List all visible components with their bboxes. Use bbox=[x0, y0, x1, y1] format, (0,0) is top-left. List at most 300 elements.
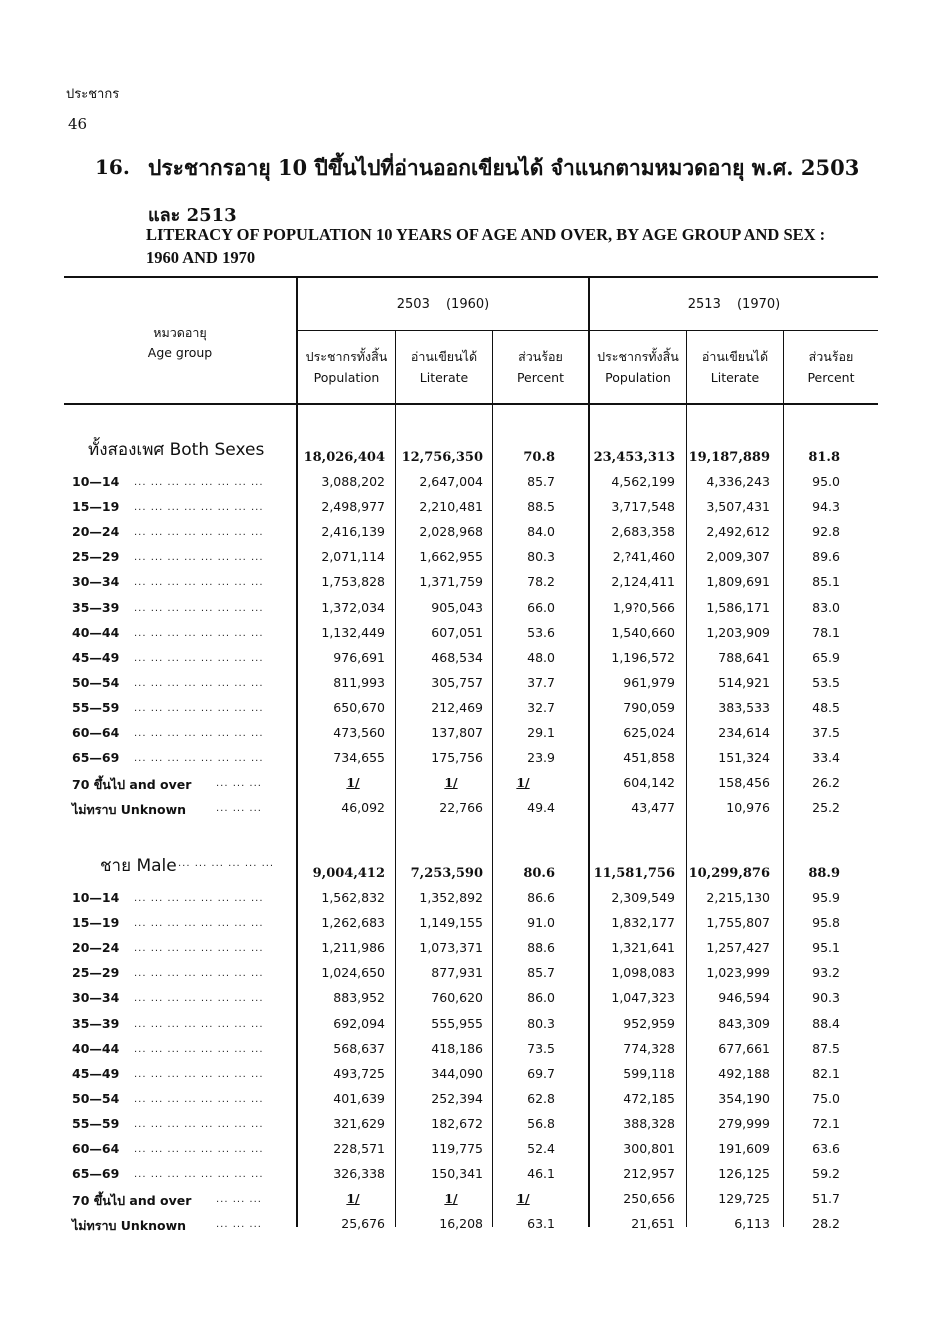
data-cell: 33.4 bbox=[812, 750, 840, 766]
age-group-label: 20—24 bbox=[72, 940, 120, 956]
data-cell: 59.2 bbox=[812, 1166, 840, 1182]
data-cell: 2,683,358 bbox=[611, 524, 675, 540]
data-cell: 1,047,323 bbox=[611, 990, 675, 1006]
leader-dots: ... ... ... ... ... ... ... ... bbox=[134, 1169, 264, 1181]
age-group-label: 35—39 bbox=[72, 599, 120, 615]
data-cell: 56.8 bbox=[527, 1115, 555, 1131]
table-top-rule bbox=[64, 276, 878, 278]
leader-dots: ... ... ... ... ... ... ... ... bbox=[134, 753, 264, 765]
leader-dots: ... ... ... ... ... ... ... ... bbox=[134, 477, 264, 488]
data-cell: 2,215,130 bbox=[706, 890, 770, 905]
age-group-label: ไม่ทราบ Unknown bbox=[72, 802, 187, 818]
table-row bbox=[0, 1066, 943, 1091]
data-cell: 1,211,986 bbox=[321, 940, 385, 956]
data-cell: 37.7 bbox=[527, 674, 555, 690]
data-cell: 84.0 bbox=[527, 524, 555, 540]
data-cell: 49.4 bbox=[527, 800, 555, 816]
data-cell: 212,957 bbox=[623, 1166, 675, 1182]
table-row bbox=[0, 1216, 943, 1241]
table-row bbox=[0, 1191, 943, 1216]
population-1970-header bbox=[590, 346, 686, 388]
data-cell: 252,394 bbox=[431, 1090, 483, 1106]
age-group-label: 45—49 bbox=[72, 1065, 120, 1081]
data-cell: 321,629 bbox=[333, 1115, 385, 1131]
data-cell: 91.0 bbox=[527, 915, 555, 931]
leader-dots: ... ... ... ... ... ... ... ... bbox=[134, 577, 264, 589]
table-row bbox=[0, 1116, 943, 1141]
age-group-label: 65—69 bbox=[72, 1166, 120, 1182]
data-cell: 3,717,548 bbox=[611, 499, 675, 515]
data-cell: 85.7 bbox=[527, 474, 555, 489]
age-group-label: 10—14 bbox=[72, 890, 120, 905]
data-cell: 2,124,411 bbox=[611, 574, 675, 590]
table-row bbox=[0, 650, 943, 675]
data-cell: 90.3 bbox=[812, 990, 840, 1006]
data-cell: 1,149,155 bbox=[419, 915, 483, 931]
data-cell: 1,023,999 bbox=[706, 965, 770, 981]
data-cell: 25.2 bbox=[812, 800, 840, 816]
leader-dots: ... ... ... ... ... ... ... ... bbox=[134, 652, 264, 664]
data-cell: 734,655 bbox=[333, 750, 385, 766]
data-cell: 3,507,431 bbox=[706, 499, 770, 515]
age-group-label: 45—49 bbox=[72, 649, 120, 665]
data-cell: 1,073,371 bbox=[419, 940, 483, 956]
data-cell: 182,672 bbox=[431, 1115, 483, 1131]
data-cell: 191,609 bbox=[718, 1141, 770, 1156]
literate-1970-header bbox=[687, 346, 783, 388]
leader-dots: ... ... ... ... ... ... ... ... bbox=[134, 918, 264, 930]
data-cell: 23.9 bbox=[527, 750, 555, 766]
data-cell: 29.1 bbox=[527, 725, 555, 740]
data-cell: 25,676 bbox=[341, 1216, 385, 1232]
table-row bbox=[0, 915, 943, 940]
footnote-marker: 1/ bbox=[444, 1191, 458, 1207]
table-row bbox=[0, 940, 943, 965]
leader-dots: ... ... ... ... ... ... ... ... bbox=[134, 1144, 264, 1155]
section-total-cell: 19,187,889 bbox=[688, 450, 770, 465]
data-cell: 75.0 bbox=[812, 1090, 840, 1106]
data-cell: 2,492,612 bbox=[706, 524, 770, 540]
section-total-cell: 12,756,350 bbox=[401, 450, 483, 465]
age-group-label: 65—69 bbox=[72, 750, 120, 766]
data-cell: 175,756 bbox=[431, 750, 483, 766]
subheader-rule-1970 bbox=[590, 330, 878, 331]
age-group-header-english: Age group bbox=[147, 345, 213, 360]
data-cell: 1,352,892 bbox=[419, 890, 483, 905]
data-cell: 52.4 bbox=[527, 1141, 555, 1156]
data-cell: 1,540,660 bbox=[611, 624, 675, 640]
table-title-english: LITERACY OF POPULATION 10 YEARS OF AGE AND OVER, BY AGE GROUP AND SEX : 1960 AND 1970 bbox=[146, 225, 826, 267]
data-cell: 95.9 bbox=[812, 890, 840, 905]
literate-header-thai: อ่านเขียนได้ bbox=[410, 349, 478, 364]
data-cell: 66.0 bbox=[527, 599, 555, 615]
literate-1960-header bbox=[396, 346, 492, 388]
data-cell: 383,533 bbox=[718, 699, 770, 715]
data-cell: 2,009,307 bbox=[706, 549, 770, 565]
leader-dots: ... ... ... ... ... ... ... ... bbox=[134, 627, 264, 639]
data-cell: 843,309 bbox=[718, 1015, 770, 1031]
data-cell: 279,999 bbox=[718, 1115, 770, 1131]
footnote-marker: 1/ bbox=[516, 1191, 530, 1207]
table-row bbox=[0, 675, 943, 700]
data-cell: 46,092 bbox=[341, 800, 385, 816]
data-cell: 905,043 bbox=[431, 599, 483, 615]
age-group-label: 60—64 bbox=[72, 1141, 120, 1156]
year-1960-header: 2503 (1960) bbox=[396, 297, 490, 312]
age-group-label: ไม่ทราบ Unknown bbox=[72, 1218, 187, 1234]
data-cell: 1,196,572 bbox=[611, 649, 675, 665]
data-cell: 43,477 bbox=[631, 800, 675, 816]
footnote-marker: 1/ bbox=[346, 1191, 360, 1207]
table-row bbox=[0, 1016, 943, 1041]
data-cell: 48.0 bbox=[527, 649, 555, 665]
data-cell: 48.5 bbox=[812, 699, 840, 715]
data-cell: 1,262,683 bbox=[321, 915, 385, 931]
age-group-label: 30—34 bbox=[72, 574, 120, 590]
leader-dots: ... ... ... ... ... ... ... ... bbox=[134, 702, 264, 714]
percent-1960-header bbox=[493, 346, 588, 388]
data-cell: 228,571 bbox=[333, 1141, 385, 1156]
percent-1970-header bbox=[784, 346, 878, 388]
table-row bbox=[0, 574, 943, 599]
leader-dots: ... ... ... bbox=[216, 803, 262, 815]
data-cell: 26.2 bbox=[812, 775, 840, 791]
table-title-thai-continued: และ 2513 bbox=[148, 205, 237, 226]
data-cell: 69.7 bbox=[527, 1065, 555, 1081]
data-cell: 2,028,968 bbox=[419, 524, 483, 540]
age-group-label: 60—64 bbox=[72, 725, 120, 740]
leader-dots: ... ... ... ... ... ... ... ... bbox=[134, 527, 264, 539]
data-cell: 80.3 bbox=[527, 549, 555, 565]
leader-dots: ... ... ... ... ... ... ... ... bbox=[134, 1093, 264, 1105]
page-number: 46 bbox=[68, 115, 88, 133]
table-row bbox=[0, 625, 943, 650]
section-label: ทั้งสองเพศ Both Sexes bbox=[88, 440, 265, 460]
data-cell: 150,341 bbox=[431, 1166, 483, 1182]
data-cell: 93.2 bbox=[812, 965, 840, 981]
age-group-header bbox=[110, 323, 250, 363]
data-cell: 73.5 bbox=[527, 1040, 555, 1056]
data-cell: 53.6 bbox=[527, 624, 555, 640]
leader-dots: ... ... ... ... ... ... bbox=[178, 858, 275, 869]
data-cell: 51.7 bbox=[812, 1191, 840, 1207]
leader-dots: ... ... ... bbox=[216, 778, 262, 790]
leader-dots: ... ... ... ... ... ... ... ... bbox=[134, 1043, 264, 1055]
literate-header-english: Literate bbox=[710, 370, 760, 385]
data-cell: 137,807 bbox=[431, 725, 483, 740]
data-cell: 28.2 bbox=[812, 1216, 840, 1232]
data-cell: 492,188 bbox=[718, 1065, 770, 1081]
table-row bbox=[0, 499, 943, 524]
data-cell: 599,118 bbox=[623, 1065, 675, 1081]
data-cell: 151,324 bbox=[718, 750, 770, 766]
data-cell: 1,024,650 bbox=[321, 965, 385, 981]
age-group-label: 35—39 bbox=[72, 1015, 120, 1031]
data-cell: 78.2 bbox=[527, 574, 555, 590]
age-group-label: 25—29 bbox=[72, 549, 120, 565]
age-group-label: 10—14 bbox=[72, 474, 120, 489]
data-cell: 344,090 bbox=[431, 1065, 483, 1081]
leader-dots: ... ... ... ... ... ... ... ... bbox=[134, 943, 264, 955]
percent-header-thai: ส่วนร้อย bbox=[518, 349, 563, 364]
data-cell: 83.0 bbox=[812, 599, 840, 615]
data-cell: 126,125 bbox=[718, 1166, 770, 1182]
leader-dots: ... ... ... ... ... ... ... ... bbox=[134, 728, 264, 739]
data-cell: 95.1 bbox=[812, 940, 840, 956]
data-cell: 86.0 bbox=[527, 990, 555, 1006]
data-cell: 10,976 bbox=[726, 800, 770, 816]
data-cell: 811,993 bbox=[333, 674, 385, 690]
population-1960-header bbox=[298, 346, 395, 388]
age-group-label: 50—54 bbox=[72, 674, 120, 690]
table-row bbox=[0, 1041, 943, 1066]
leader-dots: ... ... ... bbox=[216, 1219, 262, 1231]
section-total-cell: 23,453,313 bbox=[593, 450, 675, 465]
data-cell: 607,051 bbox=[431, 624, 483, 640]
table-row bbox=[0, 750, 943, 775]
data-cell: 3,088,202 bbox=[321, 474, 385, 489]
data-cell: 85.1 bbox=[812, 574, 840, 590]
table-row bbox=[0, 1091, 943, 1116]
leader-dots: ... ... ... ... ... ... ... ... bbox=[134, 893, 264, 904]
leader-dots: ... ... ... bbox=[216, 1194, 262, 1206]
section-total-cell: 70.8 bbox=[523, 450, 555, 465]
leader-dots: ... ... ... ... ... ... ... ... bbox=[134, 677, 264, 689]
leader-dots: ... ... ... ... ... ... ... ... bbox=[134, 502, 264, 514]
data-cell: 354,190 bbox=[718, 1090, 770, 1106]
data-cell: 760,620 bbox=[431, 990, 483, 1006]
data-cell: 326,338 bbox=[333, 1166, 385, 1182]
data-cell: 63.6 bbox=[812, 1141, 840, 1156]
table-row bbox=[0, 474, 943, 499]
table-row bbox=[0, 990, 943, 1015]
data-cell: 119,775 bbox=[431, 1141, 483, 1156]
table-title-thai: ประชากรอายุ 10 ปีขึ้นไปที่อ่านออกเขียนได้ จำแนกตามหมวดอายุ พ.ศ. 2503 bbox=[148, 155, 860, 180]
data-cell: 625,024 bbox=[623, 725, 675, 740]
data-cell: 16,208 bbox=[439, 1216, 483, 1232]
section-total-cell: 81.8 bbox=[808, 450, 840, 465]
table-row bbox=[0, 524, 943, 549]
leader-dots: ... ... ... ... ... ... ... ... bbox=[134, 968, 264, 980]
data-cell: 1,753,828 bbox=[321, 574, 385, 590]
literate-header-thai: อ่านเขียนได้ bbox=[701, 349, 769, 364]
age-group-label: 55—59 bbox=[72, 1115, 120, 1131]
section-total-cell: 18,026,404 bbox=[303, 450, 385, 465]
age-group-label: 55—59 bbox=[72, 699, 120, 715]
data-cell: 46.1 bbox=[527, 1166, 555, 1182]
footnote-marker: 1/ bbox=[444, 775, 458, 791]
data-cell: 1,371,759 bbox=[419, 574, 483, 590]
data-cell: 2,498,977 bbox=[321, 499, 385, 515]
data-cell: 493,725 bbox=[333, 1065, 385, 1081]
percent-header-english: Percent bbox=[516, 370, 565, 385]
table-row bbox=[0, 800, 943, 825]
table-number: 16. bbox=[95, 155, 130, 179]
data-cell: 300,801 bbox=[623, 1141, 675, 1156]
data-cell: 1,832,177 bbox=[611, 915, 675, 931]
leader-dots: ... ... ... ... ... ... ... ... bbox=[134, 602, 264, 614]
data-cell: 305,757 bbox=[431, 674, 483, 690]
table-row bbox=[0, 1166, 943, 1191]
age-group-label: 15—19 bbox=[72, 915, 120, 931]
table-row bbox=[0, 600, 943, 625]
age-group-label: 20—24 bbox=[72, 524, 120, 540]
data-cell: 2,647,004 bbox=[419, 474, 483, 489]
section-total-cell: 9,004,412 bbox=[312, 866, 385, 881]
data-cell: 89.6 bbox=[812, 549, 840, 565]
data-cell: 65.9 bbox=[812, 649, 840, 665]
data-cell: 1,372,034 bbox=[321, 599, 385, 615]
data-cell: 468,534 bbox=[431, 649, 483, 665]
age-group-label: 40—44 bbox=[72, 624, 120, 640]
data-cell: 1,755,807 bbox=[706, 915, 770, 931]
table-row bbox=[0, 700, 943, 725]
section-total-cell: 88.9 bbox=[808, 866, 840, 881]
data-cell: 158,456 bbox=[718, 775, 770, 791]
data-cell: 2,210,481 bbox=[419, 499, 483, 515]
data-cell: 2,309,549 bbox=[611, 890, 675, 905]
data-cell: 650,670 bbox=[333, 699, 385, 715]
data-cell: 555,955 bbox=[431, 1015, 483, 1031]
data-cell: 1,321,641 bbox=[611, 940, 675, 956]
data-cell: 604,142 bbox=[623, 775, 675, 791]
data-cell: 472,185 bbox=[623, 1090, 675, 1106]
data-cell: 1,586,171 bbox=[706, 599, 770, 615]
data-cell: 2,416,139 bbox=[321, 524, 385, 540]
data-cell: 774,328 bbox=[623, 1040, 675, 1056]
age-group-label: 40—44 bbox=[72, 1040, 120, 1056]
data-cell: 1,9?0,566 bbox=[612, 599, 675, 615]
data-cell: 88.5 bbox=[527, 499, 555, 515]
data-cell: 88.4 bbox=[812, 1015, 840, 1031]
data-cell: 88.6 bbox=[527, 940, 555, 956]
data-cell: 6,113 bbox=[734, 1216, 770, 1232]
data-cell: 87.5 bbox=[812, 1040, 840, 1056]
leader-dots: ... ... ... ... ... ... ... ... bbox=[134, 993, 264, 1005]
chapter-title: ประชากร bbox=[66, 87, 120, 102]
data-cell: 451,858 bbox=[623, 750, 675, 766]
data-cell: 473,560 bbox=[333, 725, 385, 740]
section-total-cell: 7,253,590 bbox=[410, 866, 483, 881]
data-cell: 94.3 bbox=[812, 499, 840, 515]
data-cell: 946,594 bbox=[718, 990, 770, 1006]
data-cell: 961,979 bbox=[623, 674, 675, 690]
data-cell: 85.7 bbox=[527, 965, 555, 981]
data-cell: 212,469 bbox=[431, 699, 483, 715]
population-header-thai: ประชากรทั้งสิ้น bbox=[305, 349, 388, 364]
data-cell: 63.1 bbox=[527, 1216, 555, 1232]
data-cell: 677,661 bbox=[718, 1040, 770, 1056]
section-total-cell: 10,299,876 bbox=[688, 866, 770, 881]
table-row bbox=[0, 890, 943, 915]
data-cell: 1,132,449 bbox=[321, 624, 385, 640]
data-cell: 250,656 bbox=[623, 1191, 675, 1207]
data-cell: 388,328 bbox=[623, 1115, 675, 1131]
age-group-label: 25—29 bbox=[72, 965, 120, 981]
data-cell: 4,562,199 bbox=[611, 474, 675, 489]
data-cell: 37.5 bbox=[812, 725, 840, 740]
data-cell: 95.0 bbox=[812, 474, 840, 489]
data-cell: 418,186 bbox=[431, 1040, 483, 1056]
data-cell: 877,931 bbox=[431, 965, 483, 981]
age-group-label: 70 ขึ้นไป and over bbox=[72, 1193, 192, 1209]
data-cell: 568,637 bbox=[333, 1040, 385, 1056]
data-cell: 2,071,114 bbox=[321, 549, 385, 565]
population-header-english: Population bbox=[313, 370, 380, 385]
age-group-label: 50—54 bbox=[72, 1090, 120, 1106]
population-header-thai: ประชากรทั้งสิ้น bbox=[597, 349, 679, 364]
data-cell: 53.5 bbox=[812, 674, 840, 690]
data-cell: 80.3 bbox=[527, 1015, 555, 1031]
data-cell: 92.8 bbox=[812, 524, 840, 540]
data-cell: 234,614 bbox=[718, 725, 770, 740]
data-cell: 1,098,083 bbox=[611, 965, 675, 981]
data-cell: 1,203,909 bbox=[706, 624, 770, 640]
percent-header-english: Percent bbox=[807, 370, 855, 385]
table-row bbox=[0, 965, 943, 990]
data-cell: 72.1 bbox=[812, 1115, 840, 1131]
subheader-rule-1960 bbox=[298, 330, 588, 331]
table-row bbox=[0, 725, 943, 750]
percent-header-thai: ส่วนร้อย bbox=[808, 349, 854, 364]
data-cell: 95.8 bbox=[812, 915, 840, 931]
data-cell: 1,257,427 bbox=[706, 940, 770, 956]
table-row bbox=[0, 1141, 943, 1166]
header-bottom-rule bbox=[64, 403, 878, 405]
data-cell: 1,562,832 bbox=[321, 890, 385, 905]
data-cell: 788,641 bbox=[718, 649, 770, 665]
data-cell: 2,?41,460 bbox=[612, 549, 675, 565]
age-group-label: 15—19 bbox=[72, 499, 120, 515]
data-cell: 1,662,955 bbox=[419, 549, 483, 565]
data-cell: 82.1 bbox=[812, 1065, 840, 1081]
age-group-label: 70 ขึ้นไป and over bbox=[72, 777, 192, 793]
section-label: ชาย Male bbox=[100, 856, 177, 876]
section-total-cell: 11,581,756 bbox=[593, 866, 675, 881]
leader-dots: ... ... ... ... ... ... ... ... bbox=[134, 1118, 264, 1130]
leader-dots: ... ... ... ... ... ... ... ... bbox=[134, 1018, 264, 1030]
data-cell: 1,809,691 bbox=[706, 574, 770, 590]
section-total-cell: 80.6 bbox=[523, 866, 555, 881]
data-cell: 692,094 bbox=[333, 1015, 385, 1031]
data-cell: 129,725 bbox=[718, 1191, 770, 1207]
age-group-header-thai: หมวดอายุ bbox=[153, 325, 207, 340]
data-cell: 952,959 bbox=[623, 1015, 675, 1031]
year-1970-header: 2513 (1970) bbox=[687, 297, 781, 312]
leader-dots: ... ... ... ... ... ... ... ... bbox=[134, 1068, 264, 1080]
data-cell: 514,921 bbox=[718, 674, 770, 690]
data-cell: 21,651 bbox=[631, 1216, 675, 1232]
data-cell: 78.1 bbox=[812, 624, 840, 640]
data-cell: 883,952 bbox=[333, 990, 385, 1006]
data-cell: 401,639 bbox=[333, 1090, 385, 1106]
footnote-marker: 1/ bbox=[346, 775, 360, 791]
data-cell: 4,336,243 bbox=[706, 474, 770, 489]
literate-header-english: Literate bbox=[419, 370, 469, 385]
data-cell: 22,766 bbox=[439, 800, 483, 816]
table-row bbox=[0, 775, 943, 800]
data-cell: 86.6 bbox=[527, 890, 555, 905]
data-cell: 976,691 bbox=[333, 649, 385, 665]
leader-dots: ... ... ... ... ... ... ... ... bbox=[134, 552, 264, 564]
table-row bbox=[0, 549, 943, 574]
data-cell: 62.8 bbox=[527, 1090, 555, 1106]
footnote-marker: 1/ bbox=[516, 775, 530, 791]
data-cell: 32.7 bbox=[527, 699, 555, 715]
population-header-english: Population bbox=[605, 370, 671, 385]
data-cell: 790,059 bbox=[623, 699, 675, 715]
age-group-label: 30—34 bbox=[72, 990, 120, 1006]
